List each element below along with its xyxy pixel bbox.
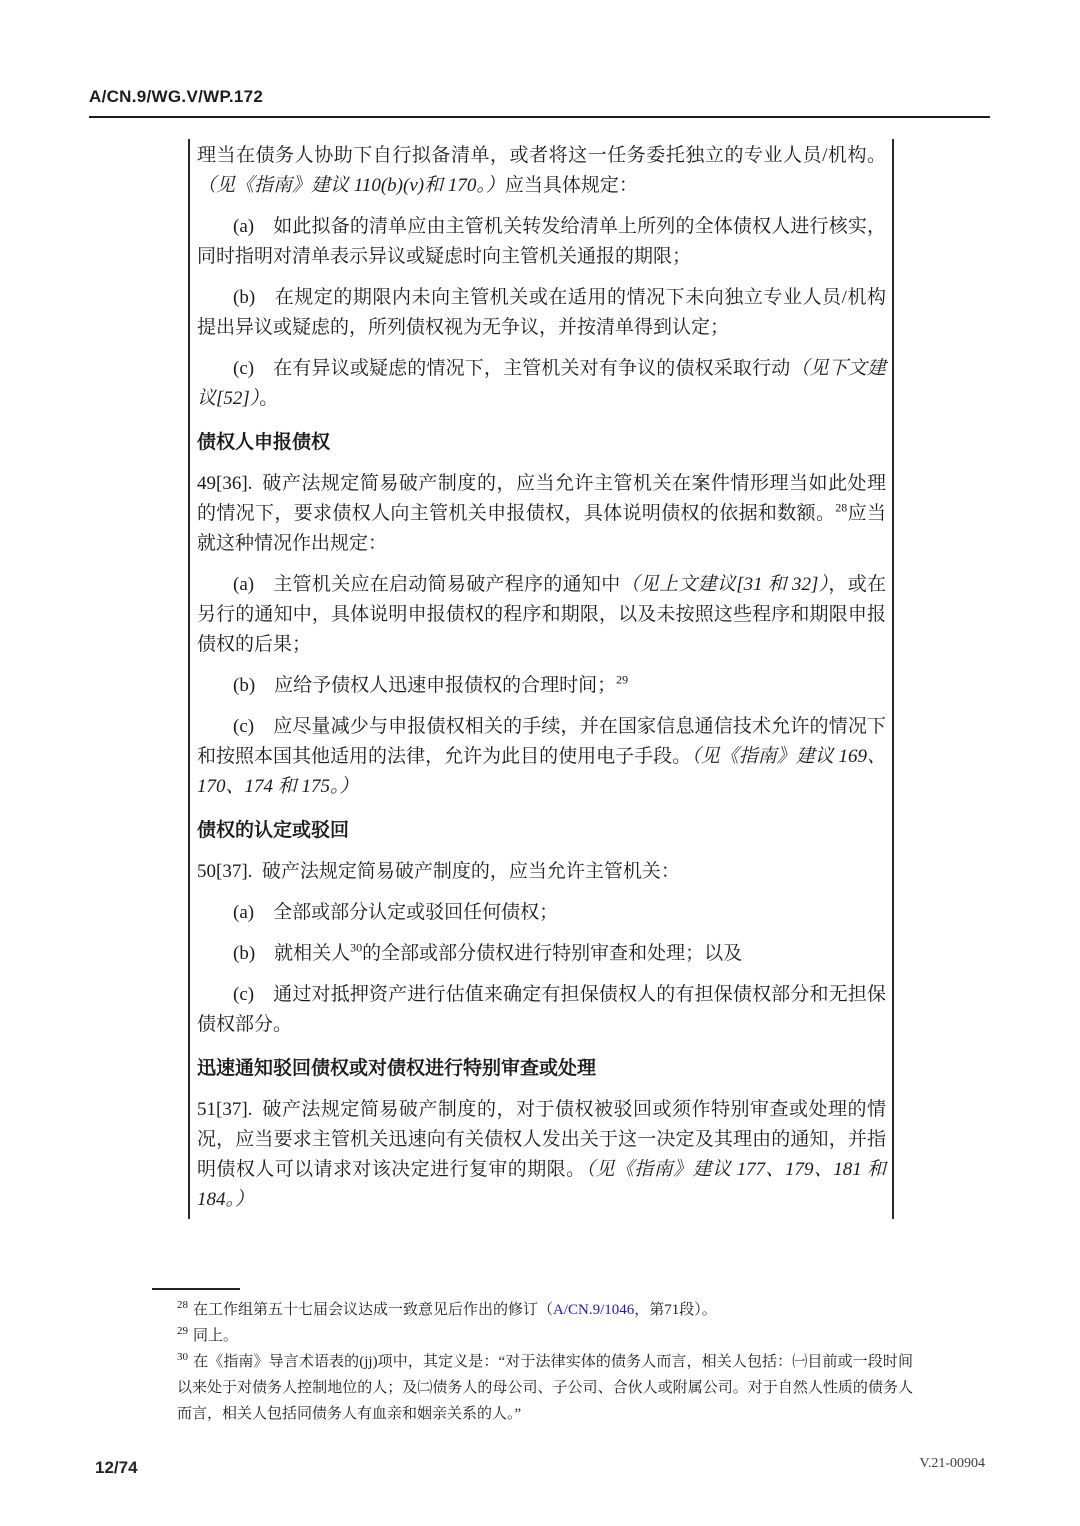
text-run: (c) 在有异议或疑虑的情况下，主管机关对有争议的债权采取行动	[233, 358, 791, 379]
paragraph	[197, 857, 886, 887]
text-run: (b) 在规定的期限内未向主管机关或在适用的情况下未向独立专业人员/机构提出异议或疑虑的，所列债权视为无争议，并按清单得到认定；	[197, 287, 886, 338]
list-item	[197, 354, 886, 414]
text-run: ，第71段）。	[634, 1302, 717, 1318]
guide-citation: （见《指南》建议 177、179、181 和 184。）	[197, 1159, 886, 1210]
text-run: 的全部或部分债权进行特别审查和处理；以及	[362, 943, 743, 964]
text-run: (c) 通过对抵押资产进行估值来确定有担保债权人的有担保债权部分和无担保债权部分。	[197, 984, 886, 1035]
footnote	[177, 1349, 913, 1427]
text-run: 同上。	[193, 1328, 239, 1344]
footnote-ref: 29	[616, 672, 629, 687]
list-item	[197, 939, 886, 969]
footnote	[177, 1323, 913, 1349]
paragraph	[197, 141, 886, 201]
text-run: (b) 就相关人	[233, 943, 351, 964]
paragraph	[197, 1095, 886, 1215]
footnote-separator	[152, 1288, 240, 1290]
document-symbol: A/CN.9/WG.V/WP.172	[89, 87, 264, 106]
list-item	[197, 671, 886, 701]
list-item	[197, 283, 886, 343]
document-link[interactable]: A/CN.9/1046	[553, 1302, 635, 1318]
text-run: 债权的认定或驳回	[197, 820, 350, 841]
footnote-ref: 28	[835, 500, 848, 515]
footnotes-list	[177, 1297, 913, 1427]
text-run: (c) 应尽量减少与申报债权相关的手续，并在国家信息通信技术允许的情况下和按照本国其他适用的法律，允许为此目的使用电子手段。	[197, 716, 886, 767]
guide-citation: （见上文建议[31 和 32]）	[620, 574, 829, 595]
page-number: 12/74	[95, 1458, 138, 1477]
text-run: (a) 如此拟备的清单应由主管机关转发给清单上所列的全体债权人进行核实，同时指明对清单表示异议或疑虑时向主管机关通报的期限；	[197, 216, 886, 267]
footnote-number: 30	[177, 1351, 188, 1363]
text-run: (a) 主管机关应在启动简易破产程序的通知中	[233, 574, 621, 595]
footnote-number: 29	[177, 1325, 188, 1337]
guide-citation: （见下文建议[52]）	[197, 358, 886, 409]
guide-citation: （见《指南》建议 169、170、174 和 175。）	[197, 746, 886, 797]
section-heading	[197, 428, 886, 458]
list-item	[197, 898, 886, 928]
body-text-block	[188, 139, 894, 1219]
paragraph	[197, 469, 886, 559]
list-item	[197, 712, 886, 802]
text-run: 。	[259, 388, 279, 409]
text-run: 在《指南》导言术语表的(jj)项中，其定义是：“对于法律实体的债务人而言，相关人包括：㈠目前或一段时间以来处于对债务人控制地位的人；及㈡债务人的母公司、子公司、合伙人或附属公司。对于自然人性质的债务人而言，相关人包括同债务人有血亲和姻亲关系的人。”	[177, 1354, 913, 1422]
section-heading	[197, 816, 886, 846]
section-heading	[197, 1054, 886, 1084]
text-run: 应当具体规定：	[504, 175, 638, 196]
list-item	[197, 980, 886, 1040]
text-run: 50[37]. 破产法规定简易破产制度的，应当允许主管机关：	[197, 861, 680, 882]
text-run: 理当在债务人协助下自行拟备清单，或者将这一任务委托独立的专业人员/机构。	[197, 145, 886, 166]
footnote-number: 28	[177, 1299, 188, 1311]
job-number: V.21-00904	[919, 1456, 985, 1471]
text-run: 51[37]. 破产法规定简易破产制度的，对于债权被驳回或须作特别审查或处理的情况，应当要求主管机关迅速向有关债权人发出关于这一决定及其理由的通知，并指明债权人可以请求对该决定进行复审的期限。	[197, 1099, 886, 1180]
text-run: 49[36]. 破产法规定简易破产制度的，应当允许主管机关在案件情形理当如此处理的情况下，要求债权人向主管机关申报债权，具体说明债权的依据和数额。	[197, 473, 886, 524]
page-header	[89, 87, 990, 118]
footnote	[177, 1297, 913, 1323]
text-run: (a) 全部或部分认定或驳回任何债权；	[233, 902, 559, 923]
text-run: 债权人申报债权	[197, 432, 331, 453]
footnote-ref: 30	[350, 940, 363, 955]
text-run: ，或在另行的通知中，具体说明申报债权的程序和期限，以及未按照这些程序和期限申报债权的后果；	[197, 574, 886, 655]
text-run: (b) 应给予债权人迅速申报债权的合理时间；	[233, 675, 617, 696]
guide-citation: （见《指南》建议 110(b)(v)和 170。）	[197, 175, 505, 196]
text-run: 在工作组第五十七届会议达成一致意见后作出的修订（	[193, 1302, 554, 1318]
text-run: 迅速通知驳回债权或对债权进行特别审查或处理	[197, 1058, 597, 1079]
text-run: 应当就这种情况作出规定：	[197, 503, 886, 554]
list-item	[197, 570, 886, 660]
list-item	[197, 212, 886, 272]
